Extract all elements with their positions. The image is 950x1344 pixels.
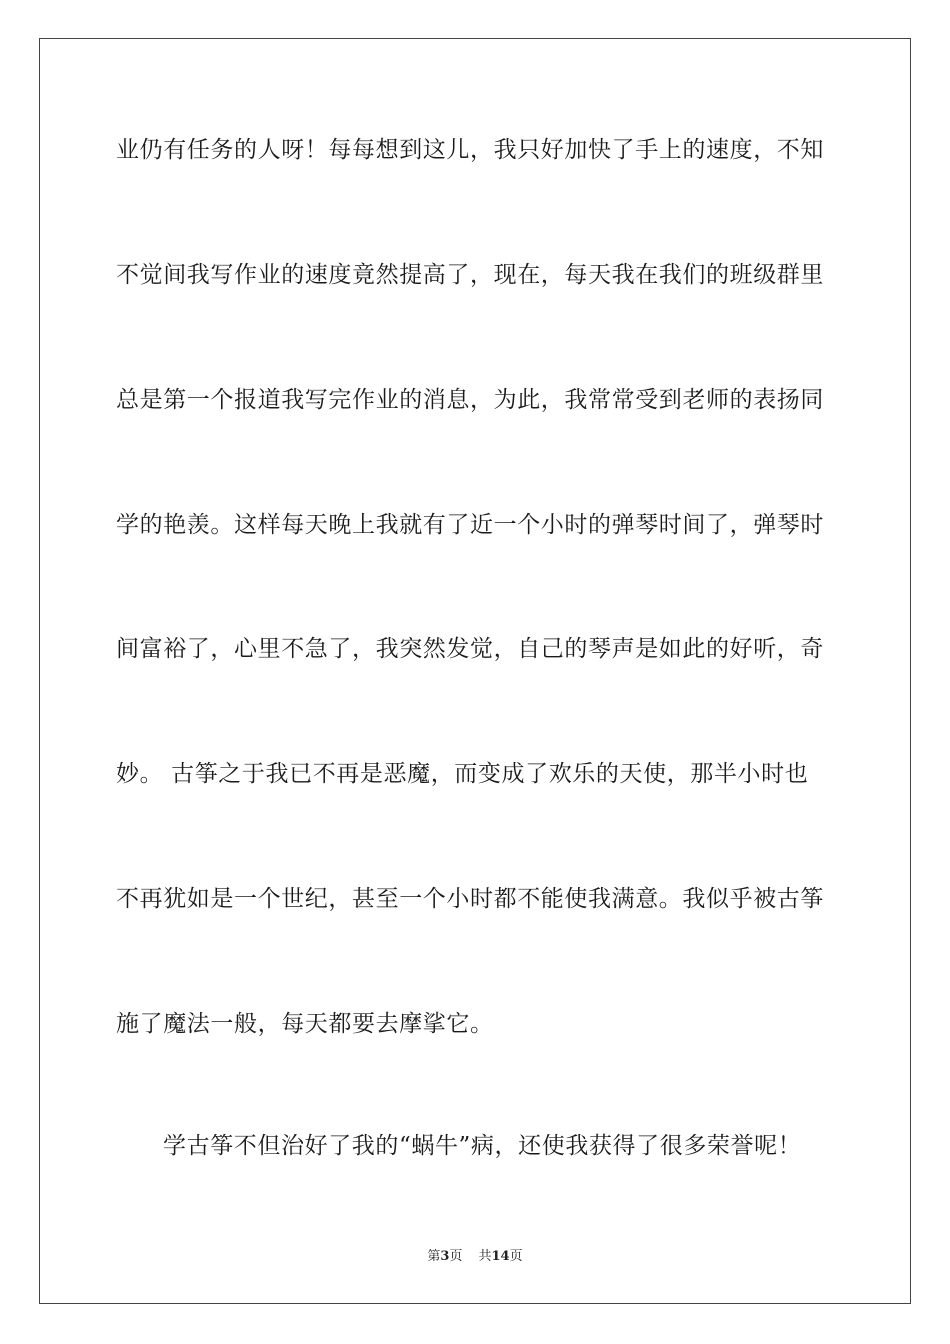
paragraph-line: 业仍有任务的人呀！每每想到这儿，我只好加快了手上的速度，不知 (116, 137, 824, 163)
paragraph-line: 间富裕了，心里不急了，我突然发觉，自己的琴声是如此的好听，奇 (116, 636, 824, 662)
total-prefix: 共 (478, 1249, 492, 1264)
paragraph-line: 不再犹如是一个世纪，甚至一个小时都不能使我满意。我似乎被古筝 (116, 886, 824, 912)
total-suffix: 页 (509, 1249, 523, 1264)
total-pages: 14 (491, 1249, 510, 1264)
paragraph-line: 学的艳羡。这样每天晚上我就有了近一个小时的弹琴时间了，弹琴时 (116, 512, 824, 538)
paragraph-line: 不觉间我写作业的速度竟然提高了，现在，每天我在我们的班级群里 (116, 262, 824, 288)
page-prefix: 第 (427, 1249, 441, 1264)
page-border (39, 38, 911, 1304)
page-suffix: 页 (449, 1249, 463, 1264)
paragraph-line: 妙。 古筝之于我已不再是恶魔，而变成了欢乐的天使，那半小时也 (116, 761, 809, 787)
paragraph-line: 施了魔法一般，每天都要去摩挲它。 (116, 1011, 494, 1037)
page-number: 3 (440, 1249, 450, 1264)
paragraph-first-line: 学古筝不但治好了我的“蜗牛”病，还使我获得了很多荣誉呢！ (163, 1133, 802, 1159)
page-footer (0, 1248, 950, 1266)
paragraph-line: 总是第一个报道我写完作业的消息，为此，我常常受到老师的表扬同 (116, 387, 824, 413)
